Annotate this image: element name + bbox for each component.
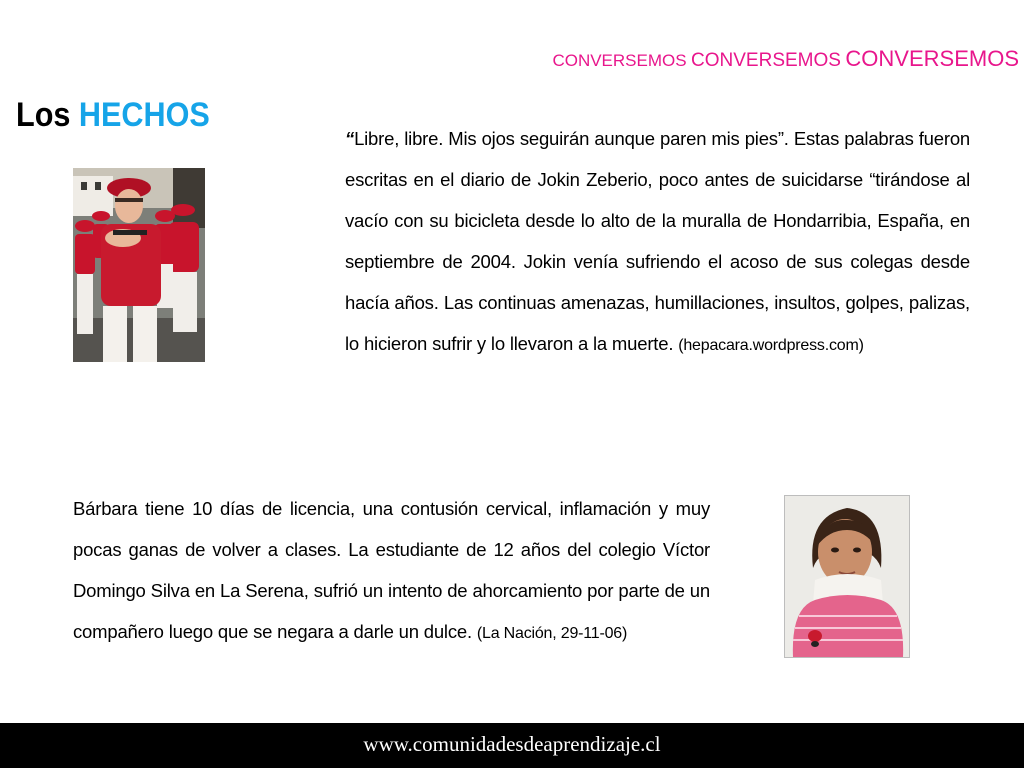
bullying-quote-story xyxy=(345,118,970,366)
slide-title xyxy=(16,93,210,137)
quote-story-text: Libre, libre. Mis ojos seguirán aunque paren mis pies”. Estas palabras fueron escritas en el diario de Jokin Zeberio, poco antes de suicidarse “tirándose al vacío con su bicicleta desde lo alto de la muralla de Hondarribia, España, en septiembre de 2004. Jokin venía sufriendo el acoso de sus colegas desde hacía años. Las continuas amenazas, humillaciones, insultos, golpes, palizas, lo hicieron sufrir y lo llevaron a la muerte. xyxy=(345,128,970,354)
tagline-word-3: CONVERSEMOS xyxy=(845,46,1019,71)
footer-bar xyxy=(0,723,1024,768)
festival-photo xyxy=(73,168,205,362)
footer-website-link[interactable]: www.comunidadesdeaprendizaje.cl xyxy=(363,732,661,756)
title-highlight: HECHOS xyxy=(78,96,210,134)
quote-story-source: (hepacara.wordpress.com) xyxy=(678,337,864,354)
news-story-text: Bárbara tiene 10 días de licencia, una contusión cervical, inflamación y muy pocas ganas de volver a clases. La estudiante de 12 años del colegio Víctor Domingo Silva en La Serena, sufrió un intento de ahorcamiento por parte de un compañero luego que se negara a darle un dulce. xyxy=(73,498,710,642)
festival-photo-illustration xyxy=(73,168,205,362)
quote-open-mark: “ xyxy=(345,128,355,149)
title-prefix: Los xyxy=(16,96,71,134)
header-tagline xyxy=(552,46,1019,72)
tagline-word-2: CONVERSEMOS xyxy=(691,50,841,71)
student-photo-illustration xyxy=(785,496,909,657)
student-photo xyxy=(784,495,910,658)
bullying-news-story xyxy=(73,488,710,654)
news-story-source: (La Nación, 29-11-06) xyxy=(476,625,628,642)
tagline-word-1: CONVERSEMOS xyxy=(552,51,687,70)
